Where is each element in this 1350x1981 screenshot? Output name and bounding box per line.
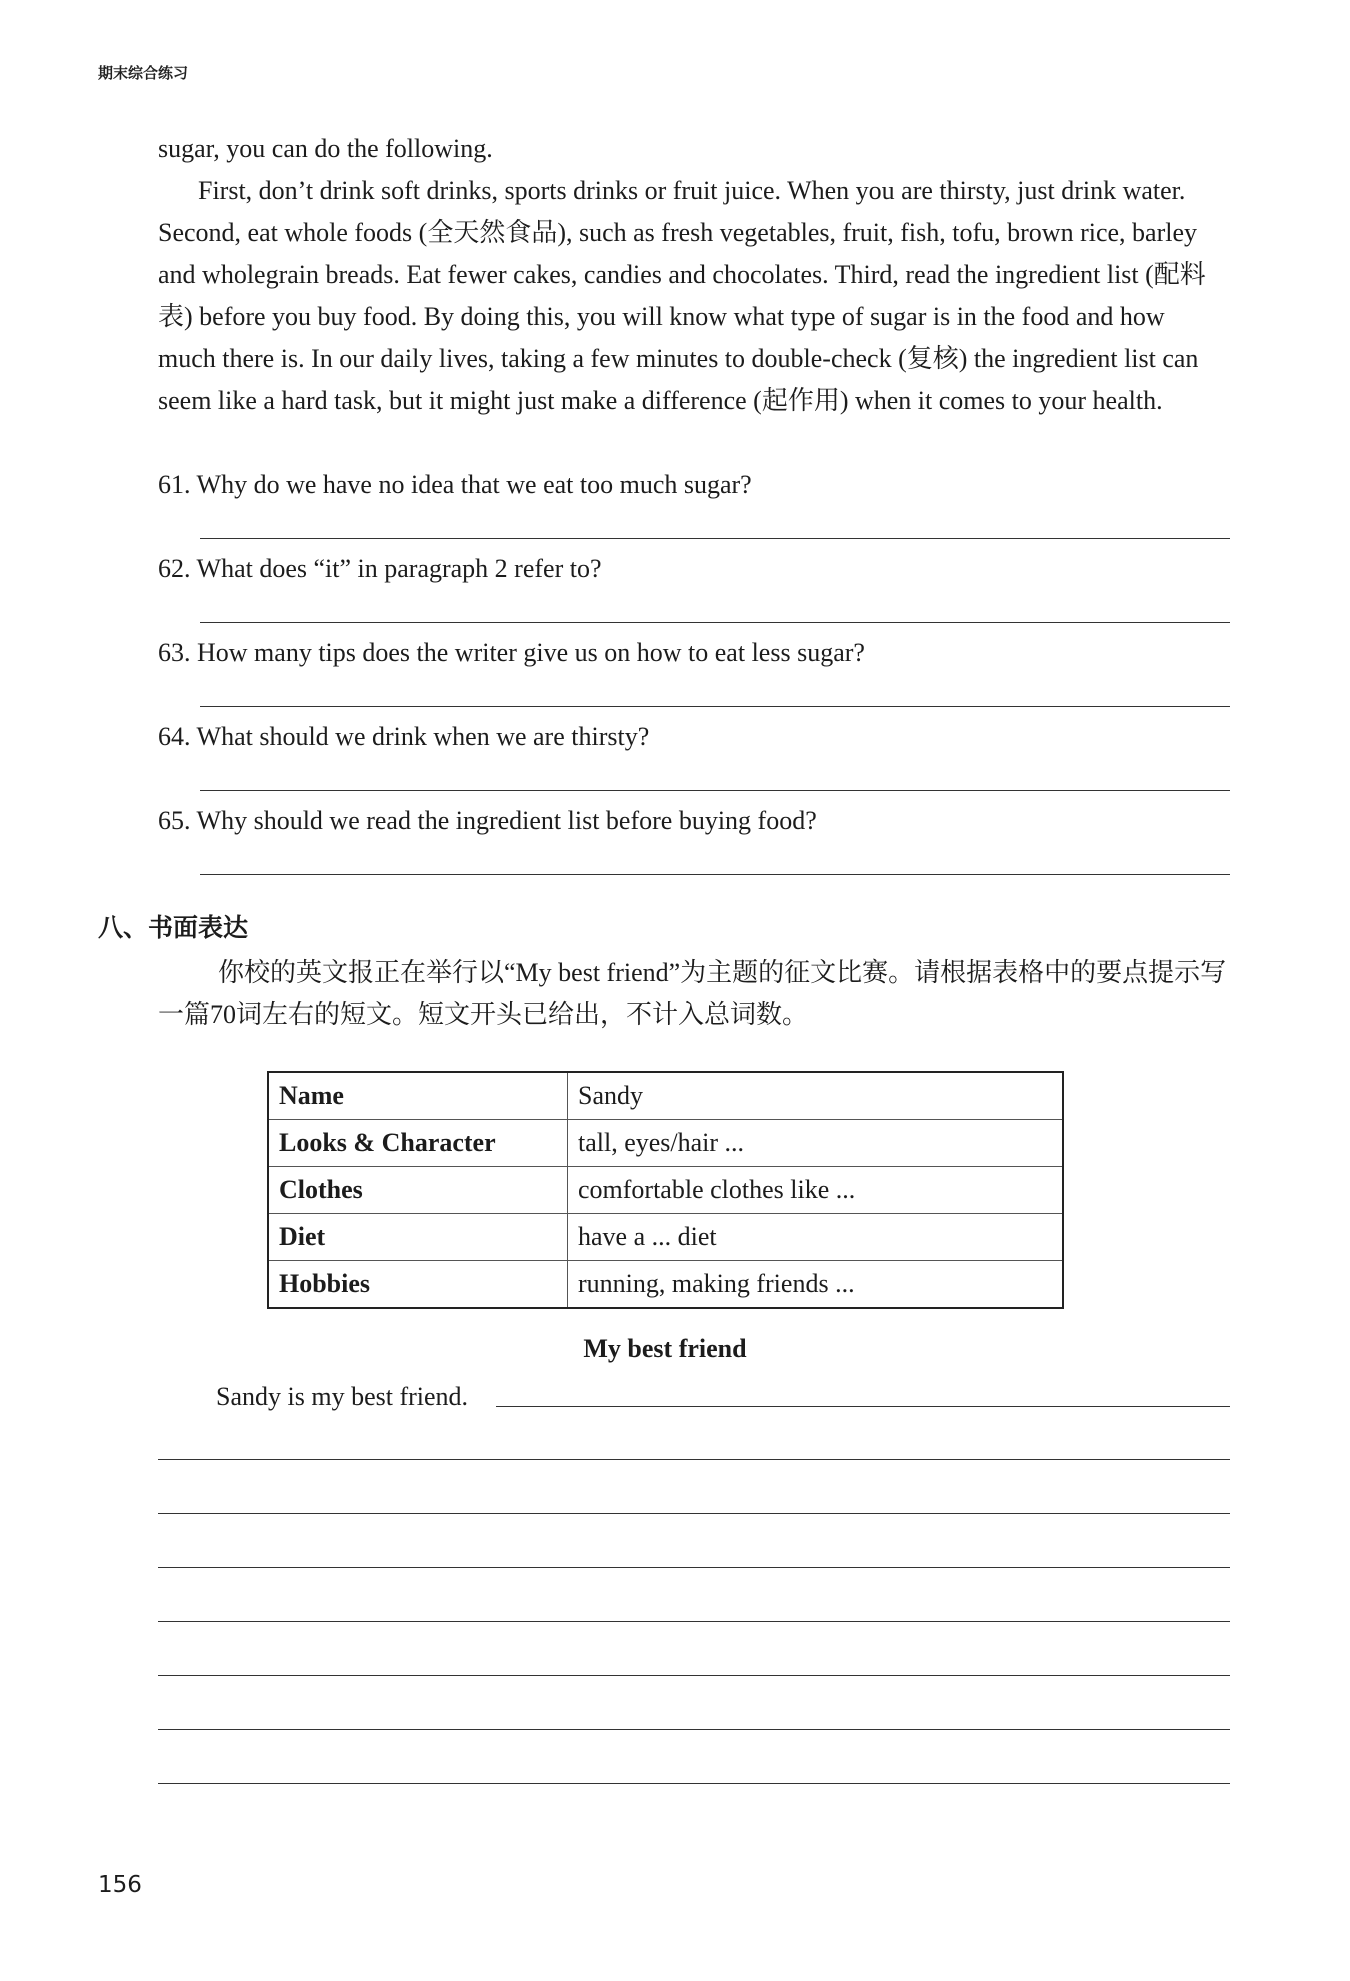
- passage-paragraph: sugar, you can do the following.: [158, 134, 493, 163]
- reading-passage: [158, 128, 1228, 422]
- question-65: [158, 800, 1230, 884]
- section-title: 八、书面表达: [98, 913, 249, 942]
- writing-line[interactable]: [158, 1567, 1230, 1568]
- table-key: Hobbies: [268, 1261, 568, 1309]
- table-row: [268, 1214, 1063, 1261]
- table-key: Clothes: [268, 1167, 568, 1214]
- table-key: Diet: [268, 1214, 568, 1261]
- question-list: [158, 464, 1230, 884]
- passage-paragraph: First, don’t drink soft drinks, sports drinks or fruit juice. When you are thirsty, just drink water. Second, eat whole foods (全天然食品), such as fresh vegetables, fruit, fish, tofu, brown rice, barley and wholegrain breads. Eat fewer cakes, candies and chocolates. Third, read the ingredient list (配料表) before you buy food. By doing this, you will know what type of sugar is in the food and how much there is. In our daily lives, taking a few minutes to double-check (复核) the ingredient list can seem like a hard task, but it might just make a difference (起作用) when it comes to your health.: [158, 176, 1206, 415]
- page-header: 期末综合练习: [98, 64, 189, 82]
- question-text: 61. Why do we have no idea that we eat too much sugar?: [158, 470, 752, 499]
- table-value: have a ... diet: [568, 1214, 1064, 1261]
- writing-line[interactable]: [158, 1459, 1230, 1460]
- writing-line[interactable]: [158, 1729, 1230, 1730]
- question-text: 64. What should we drink when we are thirsty?: [158, 722, 650, 751]
- essay-start-text: Sandy is my best friend.: [216, 1382, 469, 1411]
- answer-line[interactable]: [200, 790, 1230, 791]
- instructions-text: 你校的英文报正在举行以“My best friend”为主题的征文比赛。请根据表格中的要点提示写一篇70词左右的短文。短文开头已给出，不计入总词数。: [158, 958, 1227, 1029]
- answer-line[interactable]: [200, 622, 1230, 623]
- writing-instructions: [158, 952, 1228, 1036]
- answer-line[interactable]: [200, 706, 1230, 707]
- table-row: [268, 1261, 1063, 1309]
- table-value: running, making friends ...: [568, 1261, 1064, 1309]
- table-key: Name: [268, 1072, 568, 1120]
- table-key: Looks & Character: [268, 1120, 568, 1167]
- question-text: 65. Why should we read the ingredient list before buying food?: [158, 806, 817, 835]
- table-value: Sandy: [568, 1072, 1064, 1120]
- essay-title: My best friend: [583, 1334, 747, 1363]
- question-61: [158, 464, 1230, 548]
- table-row: [268, 1120, 1063, 1167]
- writing-line[interactable]: [158, 1513, 1230, 1514]
- table-row: [268, 1167, 1063, 1214]
- table-row: [268, 1072, 1063, 1120]
- table-value: comfortable clothes like ...: [568, 1167, 1064, 1214]
- writing-line[interactable]: [158, 1621, 1230, 1622]
- question-text: 63. How many tips does the writer give us on how to eat less sugar?: [158, 638, 865, 667]
- answer-line[interactable]: [200, 874, 1230, 875]
- table-value: tall, eyes/hair ...: [568, 1120, 1064, 1167]
- page-number: 156: [98, 1872, 142, 1898]
- writing-line[interactable]: [496, 1406, 1230, 1407]
- question-64: [158, 716, 1230, 800]
- question-62: [158, 548, 1230, 632]
- hints-table: [267, 1071, 1064, 1309]
- question-63: [158, 632, 1230, 716]
- answer-line[interactable]: [200, 538, 1230, 539]
- writing-line[interactable]: [158, 1675, 1230, 1676]
- question-text: 62. What does “it” in paragraph 2 refer to?: [158, 554, 602, 583]
- writing-line[interactable]: [158, 1783, 1230, 1784]
